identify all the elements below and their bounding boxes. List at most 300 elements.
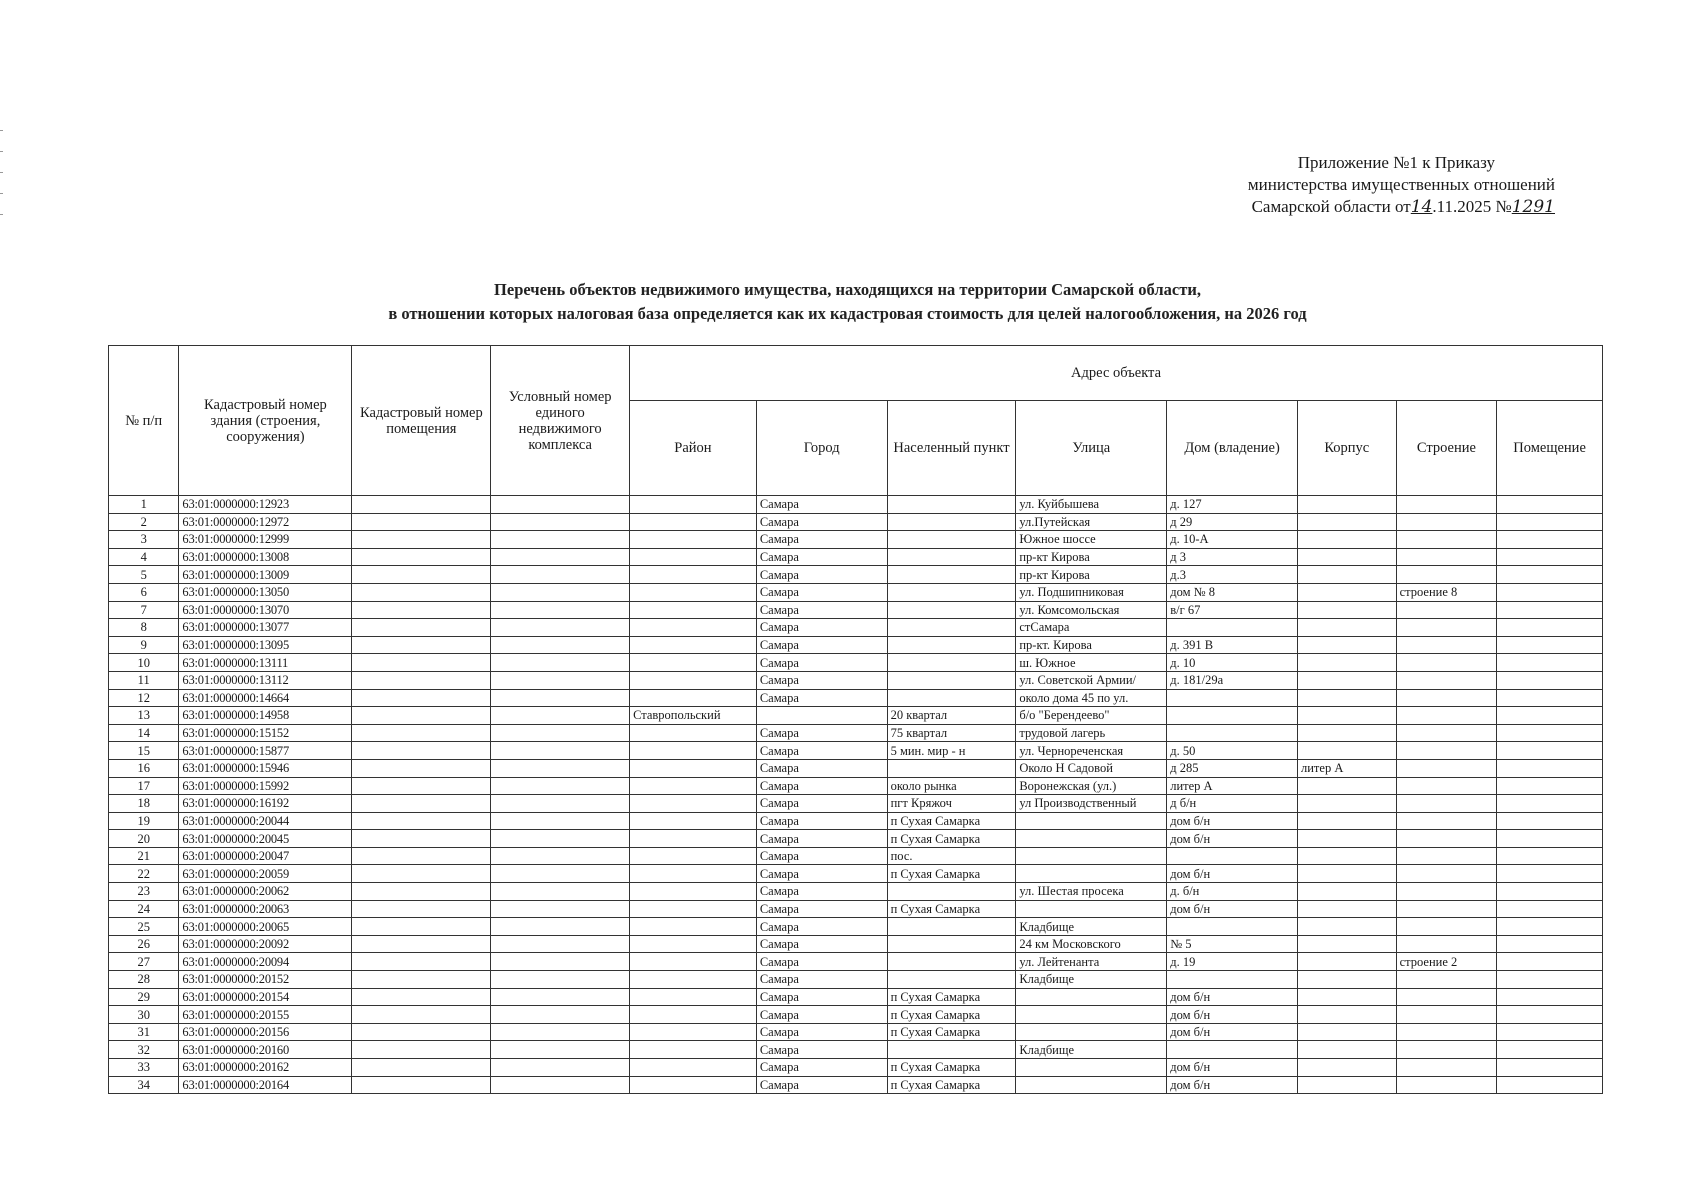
table-row — [109, 935, 1603, 953]
cell-conditional-number — [491, 496, 630, 514]
cell-house: дом б/н — [1167, 900, 1298, 918]
cell-house: д. 19 — [1167, 953, 1298, 971]
cell-city: Самара — [756, 935, 887, 953]
cell-num: 34 — [109, 1076, 179, 1094]
cell-cadastral-room — [352, 812, 491, 830]
property-register-table — [108, 345, 1603, 1094]
cell-city: Самара — [756, 759, 887, 777]
cell-house — [1167, 689, 1298, 707]
cell-cadastral-building: 63:01:0000000:20092 — [179, 935, 352, 953]
cell-room — [1497, 847, 1603, 865]
cell-district — [630, 619, 757, 637]
cell-district — [630, 847, 757, 865]
header-address: Адрес объекта — [630, 346, 1603, 401]
cell-street: Около Н Садовой — [1016, 759, 1167, 777]
cell-conditional-number — [491, 830, 630, 848]
cell-district — [630, 531, 757, 549]
cell-building — [1396, 900, 1497, 918]
cell-district — [630, 777, 757, 795]
cell-street: пр-кт. Кирова — [1016, 636, 1167, 654]
cell-block — [1298, 496, 1397, 514]
cell-cadastral-building: 63:01:0000000:20044 — [179, 812, 352, 830]
table-row — [109, 496, 1603, 514]
cell-conditional-number — [491, 583, 630, 601]
cell-conditional-number — [491, 671, 630, 689]
cell-room — [1497, 636, 1603, 654]
cell-num: 7 — [109, 601, 179, 619]
cell-cadastral-building: 63:01:0000000:13050 — [179, 583, 352, 601]
cell-street: трудовой лагерь — [1016, 724, 1167, 742]
cell-conditional-number — [491, 636, 630, 654]
cell-settlement — [887, 918, 1016, 936]
cell-block — [1298, 1076, 1397, 1094]
cell-district — [630, 1041, 757, 1059]
cell-house: литер А — [1167, 777, 1298, 795]
cell-district — [630, 865, 757, 883]
cell-num: 1 — [109, 496, 179, 514]
scan-margin-marks — [0, 130, 4, 235]
cell-street — [1016, 1023, 1167, 1041]
cell-city: Самара — [756, 865, 887, 883]
cell-street: ул. Чернореченская — [1016, 742, 1167, 760]
cell-settlement — [887, 619, 1016, 637]
cell-cadastral-building: 63:01:0000000:12999 — [179, 531, 352, 549]
cell-conditional-number — [491, 1023, 630, 1041]
cell-city: Самара — [756, 1006, 887, 1024]
cell-num: 19 — [109, 812, 179, 830]
cell-city: Самара — [756, 619, 887, 637]
cell-conditional-number — [491, 953, 630, 971]
cell-cadastral-room — [352, 566, 491, 584]
cell-house: дом б/н — [1167, 1023, 1298, 1041]
cell-building: строение 8 — [1396, 583, 1497, 601]
cell-building — [1396, 619, 1497, 637]
cell-city: Самара — [756, 847, 887, 865]
table-row — [109, 566, 1603, 584]
cell-cadastral-building: 63:01:0000000:14958 — [179, 707, 352, 725]
cell-city: Самара — [756, 883, 887, 901]
cell-city: Самара — [756, 531, 887, 549]
cell-cadastral-room — [352, 830, 491, 848]
cell-house — [1167, 971, 1298, 989]
cell-room — [1497, 1059, 1603, 1077]
cell-room — [1497, 548, 1603, 566]
cell-settlement — [887, 689, 1016, 707]
cell-district — [630, 883, 757, 901]
cell-block — [1298, 935, 1397, 953]
cell-settlement: 75 квартал — [887, 724, 1016, 742]
cell-num: 16 — [109, 759, 179, 777]
cell-house: д. 50 — [1167, 742, 1298, 760]
cell-cadastral-building: 63:01:0000000:14664 — [179, 689, 352, 707]
cell-building — [1396, 935, 1497, 953]
cell-conditional-number — [491, 883, 630, 901]
cell-settlement: п Сухая Самарка — [887, 1023, 1016, 1041]
cell-num: 33 — [109, 1059, 179, 1077]
cell-cadastral-room — [352, 636, 491, 654]
cell-num: 3 — [109, 531, 179, 549]
cell-building — [1396, 513, 1497, 531]
cell-house: д. 10-А — [1167, 531, 1298, 549]
table-row — [109, 1023, 1603, 1041]
cell-block — [1298, 795, 1397, 813]
cell-cadastral-building: 63:01:0000000:12923 — [179, 496, 352, 514]
cell-house: дом б/н — [1167, 1059, 1298, 1077]
cell-block — [1298, 1059, 1397, 1077]
cell-num: 6 — [109, 583, 179, 601]
table-row — [109, 900, 1603, 918]
table-row — [109, 531, 1603, 549]
cell-cadastral-building: 63:01:0000000:20160 — [179, 1041, 352, 1059]
cell-conditional-number — [491, 865, 630, 883]
cell-street: ул. Куйбышева — [1016, 496, 1167, 514]
cell-cadastral-building: 63:01:0000000:13009 — [179, 566, 352, 584]
table-row — [109, 777, 1603, 795]
cell-house: д. б/н — [1167, 883, 1298, 901]
cell-room — [1497, 601, 1603, 619]
cell-district — [630, 566, 757, 584]
cell-house — [1167, 847, 1298, 865]
cell-cadastral-room — [352, 971, 491, 989]
cell-room — [1497, 795, 1603, 813]
cell-street: Кладбище — [1016, 1041, 1167, 1059]
cell-block — [1298, 654, 1397, 672]
cell-city: Самара — [756, 1076, 887, 1094]
cell-room — [1497, 883, 1603, 901]
table-row — [109, 988, 1603, 1006]
cell-cadastral-room — [352, 918, 491, 936]
cell-building — [1396, 1076, 1497, 1094]
cell-city: Самара — [756, 1041, 887, 1059]
cell-city: Самара — [756, 496, 887, 514]
cell-district — [630, 742, 757, 760]
cell-block — [1298, 531, 1397, 549]
cell-district: Ставропольский — [630, 707, 757, 725]
cell-cadastral-room — [352, 671, 491, 689]
cell-block — [1298, 742, 1397, 760]
cell-building — [1396, 689, 1497, 707]
cell-district — [630, 601, 757, 619]
title-line-1: Перечень объектов недвижимого имущества, находящихся на территории Самарской области, — [494, 280, 1201, 299]
cell-cadastral-building: 63:01:0000000:20045 — [179, 830, 352, 848]
header-block: Корпус — [1298, 401, 1397, 496]
cell-city: Самара — [756, 742, 887, 760]
cell-num: 30 — [109, 1006, 179, 1024]
cell-room — [1497, 900, 1603, 918]
cell-block — [1298, 918, 1397, 936]
cell-street: Воронежская (ул.) — [1016, 777, 1167, 795]
cell-block — [1298, 1006, 1397, 1024]
cell-city: Самара — [756, 601, 887, 619]
document-title — [0, 278, 1695, 326]
cell-settlement — [887, 548, 1016, 566]
cell-cadastral-room — [352, 583, 491, 601]
table-row — [109, 548, 1603, 566]
cell-street — [1016, 1059, 1167, 1077]
cell-cadastral-building: 63:01:0000000:13111 — [179, 654, 352, 672]
cell-house: дом б/н — [1167, 1076, 1298, 1094]
table-row — [109, 513, 1603, 531]
cell-conditional-number — [491, 531, 630, 549]
cell-house — [1167, 619, 1298, 637]
cell-district — [630, 671, 757, 689]
cell-cadastral-building: 63:01:0000000:13008 — [179, 548, 352, 566]
cell-cadastral-building: 63:01:0000000:20063 — [179, 900, 352, 918]
cell-district — [630, 935, 757, 953]
cell-house: дом б/н — [1167, 812, 1298, 830]
cell-room — [1497, 724, 1603, 742]
cell-num: 8 — [109, 619, 179, 637]
table-row — [109, 619, 1603, 637]
cell-city: Самара — [756, 777, 887, 795]
cell-cadastral-room — [352, 777, 491, 795]
cell-district — [630, 1006, 757, 1024]
cell-block: литер А — [1298, 759, 1397, 777]
table-row — [109, 953, 1603, 971]
cell-street — [1016, 1076, 1167, 1094]
cell-district — [630, 953, 757, 971]
cell-cadastral-room — [352, 953, 491, 971]
table-row — [109, 812, 1603, 830]
cell-num: 17 — [109, 777, 179, 795]
cell-cadastral-room — [352, 900, 491, 918]
cell-settlement: п Сухая Самарка — [887, 830, 1016, 848]
cell-district — [630, 583, 757, 601]
table-row — [109, 671, 1603, 689]
cell-num: 24 — [109, 900, 179, 918]
cell-conditional-number — [491, 988, 630, 1006]
table-row — [109, 636, 1603, 654]
cell-block — [1298, 971, 1397, 989]
cell-conditional-number — [491, 900, 630, 918]
cell-num: 18 — [109, 795, 179, 813]
cell-num: 12 — [109, 689, 179, 707]
appendix-date-rest: .11.2025 № — [1432, 197, 1512, 216]
cell-city: Самара — [756, 724, 887, 742]
cell-settlement: п Сухая Самарка — [887, 988, 1016, 1006]
cell-num: 28 — [109, 971, 179, 989]
cell-cadastral-building: 63:01:0000000:13112 — [179, 671, 352, 689]
cell-cadastral-building: 63:01:0000000:20156 — [179, 1023, 352, 1041]
cell-settlement — [887, 654, 1016, 672]
cell-cadastral-building: 63:01:0000000:15992 — [179, 777, 352, 795]
cell-building: строение 2 — [1396, 953, 1497, 971]
cell-building — [1396, 724, 1497, 742]
cell-num: 4 — [109, 548, 179, 566]
handwritten-date-day: 14 — [1410, 197, 1433, 217]
cell-block — [1298, 566, 1397, 584]
appendix-line-2: министерства имущественных отношений — [1247, 175, 1555, 194]
cell-room — [1497, 566, 1603, 584]
cell-street — [1016, 988, 1167, 1006]
header-district: Район — [630, 401, 757, 496]
cell-cadastral-room — [352, 1006, 491, 1024]
header-building: Строение — [1396, 401, 1497, 496]
cell-house: дом б/н — [1167, 830, 1298, 848]
cell-conditional-number — [491, 513, 630, 531]
header-num: № п/п — [109, 346, 179, 496]
cell-building — [1396, 671, 1497, 689]
table-row — [109, 1076, 1603, 1094]
cell-street — [1016, 830, 1167, 848]
cell-cadastral-building: 63:01:0000000:13095 — [179, 636, 352, 654]
cell-block — [1298, 777, 1397, 795]
cell-house: д 29 — [1167, 513, 1298, 531]
cell-building — [1396, 636, 1497, 654]
cell-building — [1396, 865, 1497, 883]
cell-settlement: п Сухая Самарка — [887, 865, 1016, 883]
cell-num: 26 — [109, 935, 179, 953]
cell-street: около дома 45 по ул. — [1016, 689, 1167, 707]
cell-building — [1396, 742, 1497, 760]
cell-settlement — [887, 601, 1016, 619]
cell-district — [630, 496, 757, 514]
cell-num: 14 — [109, 724, 179, 742]
cell-num: 21 — [109, 847, 179, 865]
cell-cadastral-room — [352, 795, 491, 813]
cell-settlement — [887, 935, 1016, 953]
header-city: Город — [756, 401, 887, 496]
title-line-2: в отношении которых налоговая база определяется как их кадастровая стоимость для целей налогообложения, на 2026 год — [388, 304, 1307, 323]
cell-settlement: 5 мин. мир - н — [887, 742, 1016, 760]
cell-cadastral-room — [352, 548, 491, 566]
cell-city: Самара — [756, 583, 887, 601]
cell-house: дом б/н — [1167, 988, 1298, 1006]
table-row — [109, 865, 1603, 883]
cell-num: 9 — [109, 636, 179, 654]
cell-cadastral-room — [352, 742, 491, 760]
cell-cadastral-room — [352, 865, 491, 883]
cell-building — [1396, 988, 1497, 1006]
cell-num: 27 — [109, 953, 179, 971]
cell-city: Самара — [756, 654, 887, 672]
cell-settlement: пос. — [887, 847, 1016, 865]
cell-building — [1396, 1059, 1497, 1077]
cell-block — [1298, 830, 1397, 848]
cell-city — [756, 707, 887, 725]
cell-cadastral-room — [352, 601, 491, 619]
header-room: Помещение — [1497, 401, 1603, 496]
cell-settlement — [887, 759, 1016, 777]
cell-settlement: 20 квартал — [887, 707, 1016, 725]
cell-block — [1298, 583, 1397, 601]
cell-cadastral-room — [352, 654, 491, 672]
cell-city: Самара — [756, 513, 887, 531]
cell-settlement — [887, 583, 1016, 601]
cell-cadastral-room — [352, 496, 491, 514]
cell-cadastral-building: 63:01:0000000:20154 — [179, 988, 352, 1006]
cell-conditional-number — [491, 689, 630, 707]
cell-block — [1298, 671, 1397, 689]
cell-room — [1497, 1041, 1603, 1059]
table-row — [109, 724, 1603, 742]
cell-settlement — [887, 513, 1016, 531]
cell-street — [1016, 847, 1167, 865]
cell-street: б/о "Берендеево" — [1016, 707, 1167, 725]
cell-house — [1167, 707, 1298, 725]
table-row — [109, 795, 1603, 813]
cell-settlement — [887, 671, 1016, 689]
cell-city: Самара — [756, 1023, 887, 1041]
cell-block — [1298, 953, 1397, 971]
cell-district — [630, 724, 757, 742]
cell-building — [1396, 795, 1497, 813]
cell-cadastral-building: 63:01:0000000:20047 — [179, 847, 352, 865]
cell-num: 2 — [109, 513, 179, 531]
cell-house — [1167, 918, 1298, 936]
cell-building — [1396, 918, 1497, 936]
cell-cadastral-building: 63:01:0000000:13077 — [179, 619, 352, 637]
cell-cadastral-building: 63:01:0000000:20164 — [179, 1076, 352, 1094]
cell-street — [1016, 865, 1167, 883]
table-row — [109, 759, 1603, 777]
cell-street: 24 км Московского — [1016, 935, 1167, 953]
cell-house: д. 127 — [1167, 496, 1298, 514]
appendix-line-3 — [1248, 196, 1555, 218]
cell-conditional-number — [491, 566, 630, 584]
cell-cadastral-room — [352, 707, 491, 725]
cell-num: 29 — [109, 988, 179, 1006]
cell-district — [630, 1076, 757, 1094]
cell-settlement: около рынка — [887, 777, 1016, 795]
cell-settlement — [887, 566, 1016, 584]
cell-block — [1298, 865, 1397, 883]
cell-conditional-number — [491, 812, 630, 830]
cell-district — [630, 1059, 757, 1077]
cell-street: Кладбище — [1016, 918, 1167, 936]
cell-conditional-number — [491, 777, 630, 795]
cell-cadastral-room — [352, 531, 491, 549]
cell-cadastral-building: 63:01:0000000:15946 — [179, 759, 352, 777]
cell-city: Самара — [756, 795, 887, 813]
cell-settlement: п Сухая Самарка — [887, 812, 1016, 830]
cell-settlement — [887, 636, 1016, 654]
cell-conditional-number — [491, 742, 630, 760]
cell-settlement: п Сухая Самарка — [887, 1006, 1016, 1024]
cell-street: ул. Шестая просека — [1016, 883, 1167, 901]
cell-conditional-number — [491, 619, 630, 637]
table-row — [109, 830, 1603, 848]
cell-house: № 5 — [1167, 935, 1298, 953]
cell-conditional-number — [491, 971, 630, 989]
cell-cadastral-room — [352, 513, 491, 531]
cell-cadastral-building: 63:01:0000000:20094 — [179, 953, 352, 971]
cell-num: 25 — [109, 918, 179, 936]
table-row — [109, 707, 1603, 725]
cell-cadastral-room — [352, 847, 491, 865]
register-body — [109, 496, 1603, 1094]
cell-num: 22 — [109, 865, 179, 883]
cell-block — [1298, 707, 1397, 725]
cell-block — [1298, 988, 1397, 1006]
cell-block — [1298, 601, 1397, 619]
cell-building — [1396, 830, 1497, 848]
cell-house: д.3 — [1167, 566, 1298, 584]
cell-building — [1396, 847, 1497, 865]
table-row — [109, 1059, 1603, 1077]
cell-room — [1497, 583, 1603, 601]
cell-street: пр-кт Кирова — [1016, 566, 1167, 584]
cell-building — [1396, 971, 1497, 989]
header-house: Дом (владение) — [1167, 401, 1298, 496]
table-row — [109, 1041, 1603, 1059]
cell-cadastral-room — [352, 619, 491, 637]
cell-building — [1396, 531, 1497, 549]
cell-building — [1396, 548, 1497, 566]
cell-district — [630, 830, 757, 848]
cell-conditional-number — [491, 548, 630, 566]
header-cadastral-room: Кадастровый номер помещения — [352, 346, 491, 496]
